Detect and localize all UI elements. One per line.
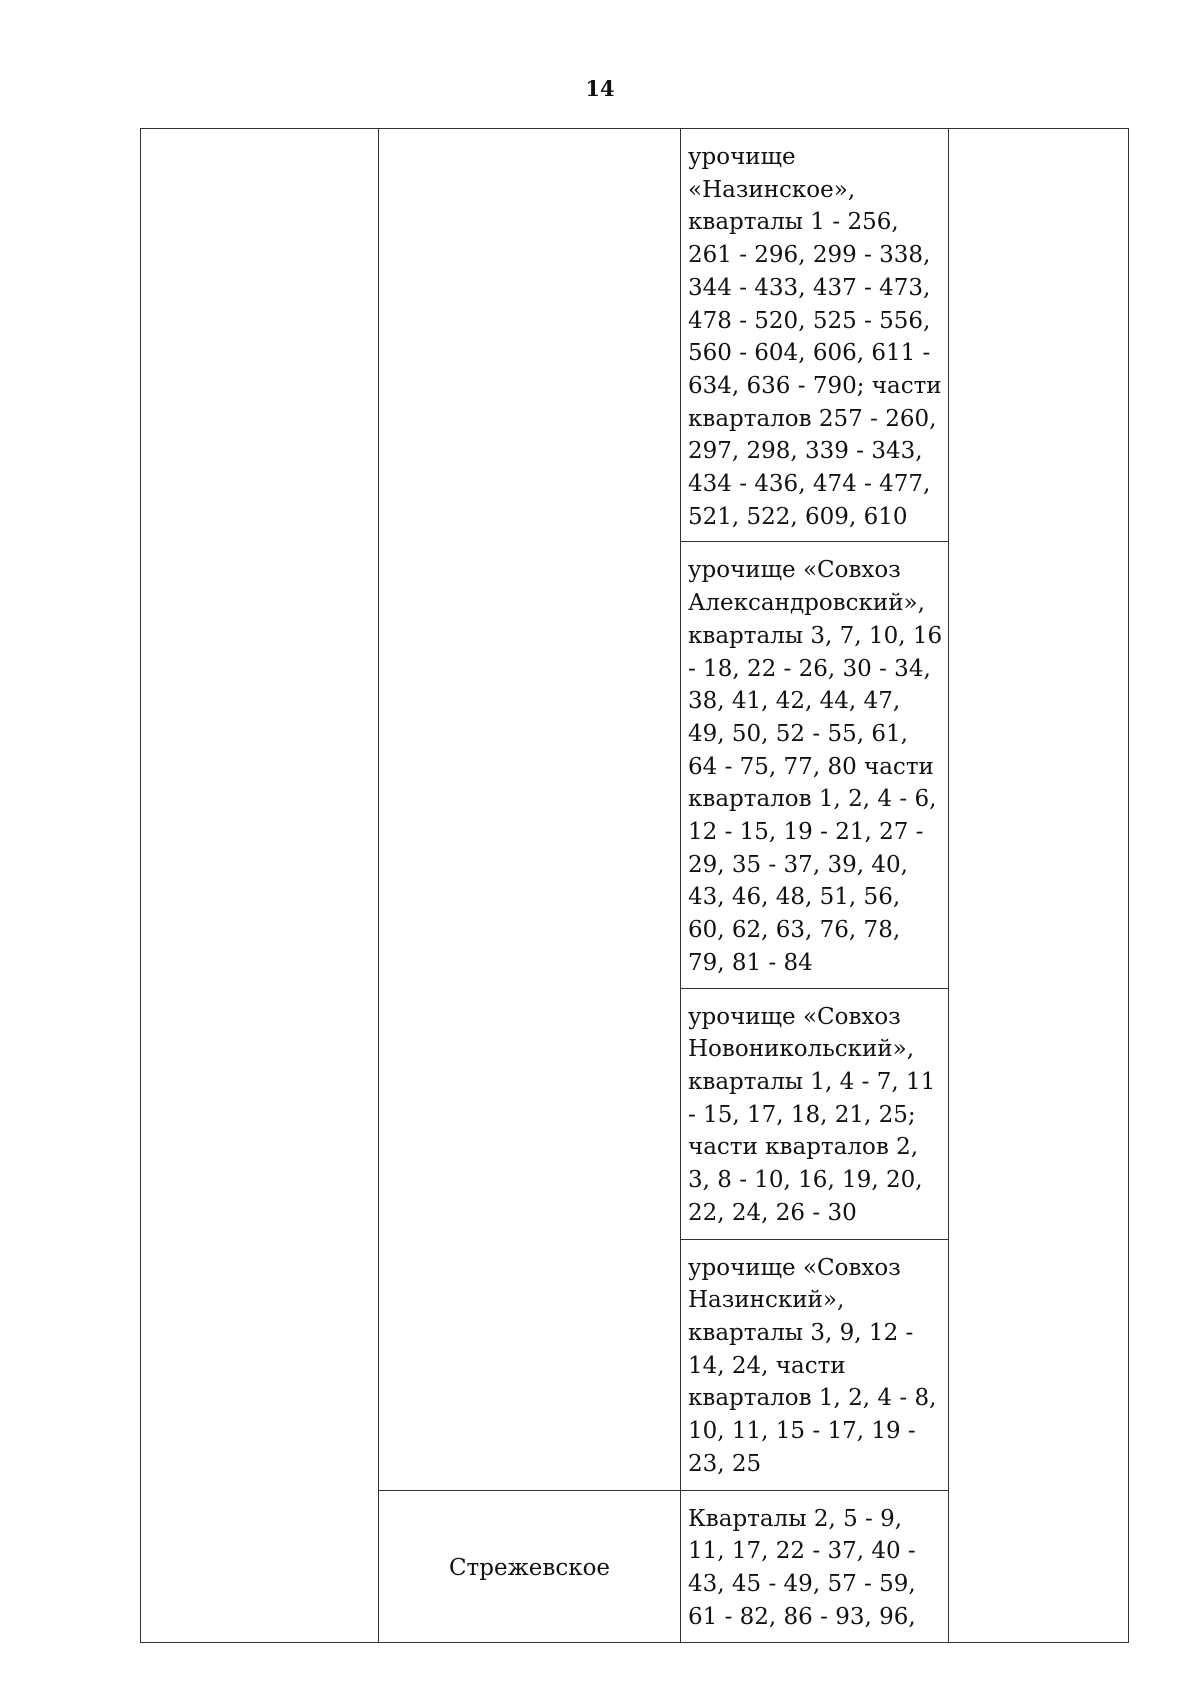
area-description: урочище «Назинское», кварталы 1 - 256, 261 - 296, 299 - 338, 344 - 433, 437 - 473, 478 - 520, 525 - 556, 560 - 604, 606, 611 - 634, 636 - 790; части кварталов 257 - 260, 297, 298, 339 - 343, 434 - 436, 474 - 477, 521, 522, 609, 610 — [688, 144, 942, 530]
area-description: урочище «Совхоз Назинский», кварталы 3, 9, 12 - 14, 24, части кварталов 1, 2, 4 - 8, 10, 11, 15 - 17, 19 - 23, 25 — [688, 1254, 937, 1477]
area-description: урочище «Совхоз Александровский», кварталы 3, 7, 10, 16 - 18, 22 - 26, 30 - 34, 38, 41, 42, 44, 47, 49, 50, 52 - 55, 61, 64 - 75, 77, 80 части кварталов 1, 2, 4 - 6, 12 - 15, 19 - 21, 27 - 29, 35 - 37, 39, 40, 43, 46, 48, 51, 56, 60, 62, 63, 76, 78, 79, 81 - 84 — [688, 557, 943, 976]
area-description: Кварталы 2, 5 - 9, 11, 17, 22 - 37, 40 - 43, 45 - 49, 57 - 59, 61 - 82, 86 - 93, 96, — [688, 1505, 916, 1630]
table-cell-area — [681, 542, 949, 988]
table-cell-empty-col1 — [141, 129, 379, 1643]
table-row — [141, 129, 1129, 542]
table-cell-area — [681, 1239, 949, 1490]
page-number: 14 — [585, 76, 615, 101]
table-cell-area — [681, 988, 949, 1239]
table-cell-forestry — [379, 1490, 681, 1642]
table-cell-empty-col4 — [949, 129, 1129, 1643]
table-cell-area — [681, 129, 949, 542]
table-cell-empty-col2 — [379, 129, 681, 1491]
table-cell-area — [681, 1490, 949, 1642]
forestry-name: Стрежевское — [448, 1555, 611, 1582]
forest-area-table — [140, 128, 1129, 1643]
area-description: урочище «Совхоз Новоникольский», кварталы 1, 4 - 7, 11 - 15, 17, 18, 21, 25; части кварталов 2, 3, 8 - 10, 16, 19, 20, 22, 24, 26 - 30 — [688, 1003, 936, 1226]
